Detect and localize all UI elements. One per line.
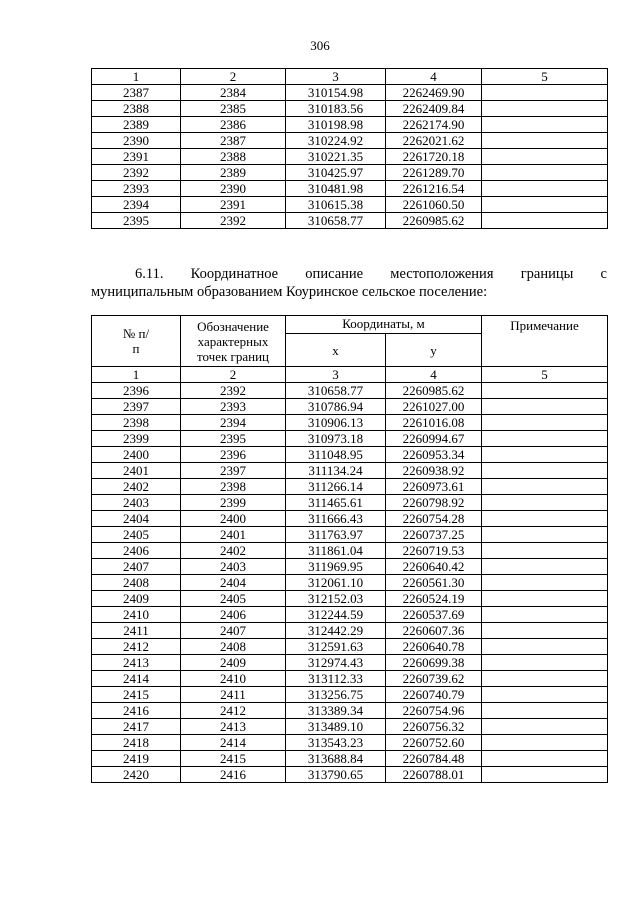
column-number-row [92, 69, 608, 85]
header-notes: Примечание [482, 316, 608, 367]
cell-y: 2260739.62 [386, 671, 482, 687]
cell-y: 2260640.78 [386, 639, 482, 655]
cell-x: 310786.94 [286, 399, 386, 415]
column-number: 1 [92, 367, 181, 383]
cell-y: 2260754.28 [386, 511, 482, 527]
cell-x: 313790.65 [286, 767, 386, 783]
cell-point: 2388 [181, 149, 286, 165]
cell-note [482, 447, 608, 463]
cell-number: 2406 [92, 543, 181, 559]
column-number: 3 [286, 69, 386, 85]
cell-y: 2260752.60 [386, 735, 482, 751]
cell-point: 2405 [181, 591, 286, 607]
cell-x: 313489.10 [286, 719, 386, 735]
table-row [92, 687, 608, 703]
header-point-designation: Обозначение характерных точек границ [181, 316, 286, 367]
cell-point: 2392 [181, 383, 286, 399]
table-row [92, 479, 608, 495]
cell-x: 310658.77 [286, 213, 386, 229]
cell-point: 2396 [181, 447, 286, 463]
table-row [92, 543, 608, 559]
table-row [92, 165, 608, 181]
cell-x: 310154.98 [286, 85, 386, 101]
table-row [92, 767, 608, 783]
cell-y: 2261060.50 [386, 197, 482, 213]
table-row [92, 197, 608, 213]
cell-note [482, 607, 608, 623]
cell-note [482, 719, 608, 735]
cell-y: 2262469.90 [386, 85, 482, 101]
cell-point: 2400 [181, 511, 286, 527]
cell-number: 2419 [92, 751, 181, 767]
cell-x: 311969.95 [286, 559, 386, 575]
cell-x: 312152.03 [286, 591, 386, 607]
cell-number: 2396 [92, 383, 181, 399]
cell-point: 2414 [181, 735, 286, 751]
cell-number: 2390 [92, 133, 181, 149]
cell-note [482, 165, 608, 181]
cell-x: 310615.38 [286, 197, 386, 213]
cell-x: 310198.98 [286, 117, 386, 133]
cell-point: 2401 [181, 527, 286, 543]
cell-number: 2399 [92, 431, 181, 447]
cell-x: 312442.29 [286, 623, 386, 639]
cell-y: 2262174.90 [386, 117, 482, 133]
cell-x: 311266.14 [286, 479, 386, 495]
table-row [92, 101, 608, 117]
cell-note [482, 751, 608, 767]
page-number: 306 [310, 38, 330, 53]
column-number: 5 [482, 367, 608, 383]
table-row [92, 703, 608, 719]
cell-number: 2414 [92, 671, 181, 687]
table-row [92, 527, 608, 543]
table-row [92, 383, 608, 399]
cell-note [482, 181, 608, 197]
table-row [92, 133, 608, 149]
column-number: 1 [92, 69, 181, 85]
cell-point: 2393 [181, 399, 286, 415]
cell-point: 2404 [181, 575, 286, 591]
cell-note [482, 559, 608, 575]
cell-x: 312244.59 [286, 607, 386, 623]
cell-number: 2405 [92, 527, 181, 543]
cell-note [482, 687, 608, 703]
table-row [92, 751, 608, 767]
cell-note [482, 495, 608, 511]
table-row [92, 559, 608, 575]
cell-point: 2386 [181, 117, 286, 133]
cell-x: 311763.97 [286, 527, 386, 543]
cell-x: 312061.10 [286, 575, 386, 591]
cell-note [482, 415, 608, 431]
cell-number: 2410 [92, 607, 181, 623]
table-row [92, 591, 608, 607]
cell-note [482, 117, 608, 133]
cell-number: 2411 [92, 623, 181, 639]
table-row [92, 719, 608, 735]
table-row [92, 117, 608, 133]
cell-note [482, 101, 608, 117]
header-number: № п/п [92, 316, 181, 367]
cell-note [482, 213, 608, 229]
cell-note [482, 735, 608, 751]
cell-note [482, 543, 608, 559]
cell-number: 2388 [92, 101, 181, 117]
cell-note [482, 149, 608, 165]
table-row [92, 399, 608, 415]
header-y: y [386, 334, 482, 367]
cell-x: 313112.33 [286, 671, 386, 687]
table-row [92, 495, 608, 511]
table-row [92, 655, 608, 671]
cell-number: 2400 [92, 447, 181, 463]
cell-number: 2393 [92, 181, 181, 197]
cell-point: 2415 [181, 751, 286, 767]
cell-x: 311134.24 [286, 463, 386, 479]
cell-note [482, 575, 608, 591]
cell-note [482, 623, 608, 639]
cell-x: 310221.35 [286, 149, 386, 165]
cell-y: 2260561.30 [386, 575, 482, 591]
cell-number: 2394 [92, 197, 181, 213]
cell-point: 2395 [181, 431, 286, 447]
cell-y: 2260973.61 [386, 479, 482, 495]
cell-point: 2407 [181, 623, 286, 639]
cell-y: 2260985.62 [386, 383, 482, 399]
cell-number: 2401 [92, 463, 181, 479]
cell-point: 2413 [181, 719, 286, 735]
cell-point: 2406 [181, 607, 286, 623]
table-row [92, 671, 608, 687]
column-number: 3 [286, 367, 386, 383]
cell-y: 2262021.62 [386, 133, 482, 149]
cell-note [482, 463, 608, 479]
table-row [92, 639, 608, 655]
cell-point: 2385 [181, 101, 286, 117]
coordinates-table [91, 315, 608, 783]
cell-x: 312591.63 [286, 639, 386, 655]
cell-x: 313543.23 [286, 735, 386, 751]
cell-y: 2260524.19 [386, 591, 482, 607]
cell-point: 2409 [181, 655, 286, 671]
cell-note [482, 399, 608, 415]
cell-y: 2262409.84 [386, 101, 482, 117]
cell-y: 2260938.92 [386, 463, 482, 479]
column-number: 2 [181, 69, 286, 85]
cell-y: 2260756.32 [386, 719, 482, 735]
table-row [92, 149, 608, 165]
cell-point: 2392 [181, 213, 286, 229]
cell-point: 2411 [181, 687, 286, 703]
cell-y: 2260699.38 [386, 655, 482, 671]
cell-x: 313256.75 [286, 687, 386, 703]
cell-x: 312974.43 [286, 655, 386, 671]
cell-y: 2261720.18 [386, 149, 482, 165]
cell-x: 310658.77 [286, 383, 386, 399]
cell-y: 2260737.25 [386, 527, 482, 543]
cell-number: 2416 [92, 703, 181, 719]
cell-point: 2389 [181, 165, 286, 181]
cell-x: 310973.18 [286, 431, 386, 447]
cell-y: 2260754.96 [386, 703, 482, 719]
section-heading-line-1: 6.11. Координатное описание местоположения границы с [135, 266, 607, 282]
cell-y: 2260784.48 [386, 751, 482, 767]
cell-note [482, 133, 608, 149]
cell-point: 2416 [181, 767, 286, 783]
cell-number: 2418 [92, 735, 181, 751]
table-row [92, 607, 608, 623]
table-row [92, 623, 608, 639]
cell-note [482, 511, 608, 527]
cell-x: 313688.84 [286, 751, 386, 767]
cell-y: 2260640.42 [386, 559, 482, 575]
cell-note [482, 655, 608, 671]
column-number: 2 [181, 367, 286, 383]
section-heading-line-2: муниципальным образованием Коуринское сельское поселение: [91, 284, 488, 300]
cell-y: 2260740.79 [386, 687, 482, 703]
cell-number: 2391 [92, 149, 181, 165]
cell-number: 2404 [92, 511, 181, 527]
cell-y: 2260953.34 [386, 447, 482, 463]
cell-note [482, 431, 608, 447]
cell-note [482, 527, 608, 543]
cell-number: 2412 [92, 639, 181, 655]
table-row [92, 511, 608, 527]
cell-number: 2407 [92, 559, 181, 575]
cell-number: 2403 [92, 495, 181, 511]
cell-y: 2260719.53 [386, 543, 482, 559]
cell-x: 313389.34 [286, 703, 386, 719]
cell-y: 2260994.67 [386, 431, 482, 447]
column-number: 4 [386, 69, 482, 85]
cell-number: 2387 [92, 85, 181, 101]
cell-point: 2394 [181, 415, 286, 431]
cell-point: 2397 [181, 463, 286, 479]
cell-x: 310224.92 [286, 133, 386, 149]
cell-point: 2402 [181, 543, 286, 559]
table-row [92, 431, 608, 447]
cell-number: 2397 [92, 399, 181, 415]
cell-point: 2390 [181, 181, 286, 197]
cell-point: 2387 [181, 133, 286, 149]
table-row [92, 181, 608, 197]
header-coordinates: Координаты, м [286, 316, 482, 334]
cell-number: 2395 [92, 213, 181, 229]
table-row [92, 463, 608, 479]
cell-point: 2384 [181, 85, 286, 101]
cell-y: 2260985.62 [386, 213, 482, 229]
cell-x: 311465.61 [286, 495, 386, 511]
cell-number: 2408 [92, 575, 181, 591]
cell-y: 2261216.54 [386, 181, 482, 197]
cell-note [482, 639, 608, 655]
cell-x: 310183.56 [286, 101, 386, 117]
table-row [92, 213, 608, 229]
cell-note [482, 703, 608, 719]
cell-number: 2402 [92, 479, 181, 495]
cell-point: 2391 [181, 197, 286, 213]
cell-y: 2261027.00 [386, 399, 482, 415]
cell-note [482, 479, 608, 495]
cell-number: 2415 [92, 687, 181, 703]
cell-point: 2410 [181, 671, 286, 687]
cell-y: 2260788.01 [386, 767, 482, 783]
cell-y: 2260537.69 [386, 607, 482, 623]
cell-x: 311861.04 [286, 543, 386, 559]
cell-number: 2420 [92, 767, 181, 783]
cell-note [482, 767, 608, 783]
cell-number: 2417 [92, 719, 181, 735]
cell-y: 2260798.92 [386, 495, 482, 511]
cell-x: 310425.97 [286, 165, 386, 181]
cell-x: 311666.43 [286, 511, 386, 527]
section-heading [91, 265, 607, 301]
column-number: 4 [386, 367, 482, 383]
column-number: 5 [482, 69, 608, 85]
cell-number: 2392 [92, 165, 181, 181]
cell-point: 2398 [181, 479, 286, 495]
header-x: x [286, 334, 386, 367]
cell-number: 2413 [92, 655, 181, 671]
cell-note [482, 383, 608, 399]
cell-point: 2408 [181, 639, 286, 655]
cell-number: 2409 [92, 591, 181, 607]
cell-note [482, 671, 608, 687]
table-row [92, 85, 608, 101]
cell-y: 2261289.70 [386, 165, 482, 181]
cell-note [482, 197, 608, 213]
cell-x: 310481.98 [286, 181, 386, 197]
table-row [92, 735, 608, 751]
cell-point: 2399 [181, 495, 286, 511]
cell-y: 2260607.36 [386, 623, 482, 639]
table-row [92, 447, 608, 463]
cell-y: 2261016.08 [386, 415, 482, 431]
cell-number: 2398 [92, 415, 181, 431]
cell-x: 311048.95 [286, 447, 386, 463]
cell-note [482, 591, 608, 607]
cell-note [482, 85, 608, 101]
cell-number: 2389 [92, 117, 181, 133]
column-number-row [92, 367, 608, 383]
coordinates-table-continued [91, 68, 608, 229]
cell-x: 310906.13 [286, 415, 386, 431]
cell-point: 2403 [181, 559, 286, 575]
table-row [92, 575, 608, 591]
table-row [92, 415, 608, 431]
cell-point: 2412 [181, 703, 286, 719]
